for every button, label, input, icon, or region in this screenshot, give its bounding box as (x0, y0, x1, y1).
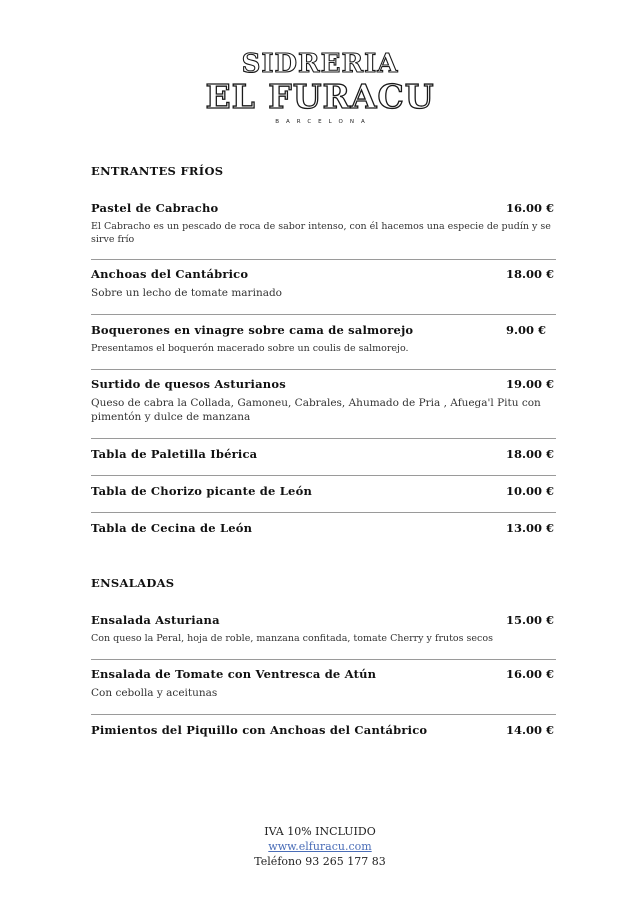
restaurant-logo (0, 50, 640, 125)
item-name: Ensalada Asturiana (91, 613, 220, 627)
divider (91, 369, 556, 370)
item-description: El Cabracho es un pescado de roca de sabor intenso, con él hacemos una especie de pudín y se sirve frío (91, 221, 551, 245)
menu-item (91, 322, 556, 355)
item-price: 13.00 € (505, 521, 554, 535)
item-price: 9.00 € (505, 323, 546, 337)
item-name: Anchoas del Cantábrico (91, 267, 249, 281)
item-price: 16.00 € (505, 201, 554, 215)
logo-line-sidreria: SIDRERIA (241, 49, 399, 79)
item-price: 18.00 € (505, 267, 554, 281)
item-name: Pimientos del Piquillo con Anchoas del Cantábrico (91, 723, 428, 737)
footer-website-row (0, 839, 640, 854)
section-title-entrantes: ENTRANTES FRÍOS (91, 164, 224, 178)
divider (91, 259, 556, 260)
menu-item (91, 666, 556, 700)
item-name: Tabla de Chorizo picante de León (91, 484, 313, 498)
item-description: Sobre un lecho de tomate marinado (91, 287, 283, 299)
menu-item (91, 612, 556, 645)
item-name: Surtido de quesos Asturianos (91, 377, 286, 391)
item-description: Con cebolla y aceitunas (91, 687, 218, 699)
item-name: Ensalada de Tomate con Ventresca de Atún (91, 667, 377, 681)
footer-phone: Teléfono 93 265 177 83 (254, 855, 386, 868)
divider (91, 314, 556, 315)
item-price: 10.00 € (505, 484, 554, 498)
item-price: 14.00 € (505, 723, 554, 737)
logo-line-el-furacu: EL FURACU (205, 77, 435, 116)
item-name: Boquerones en vinagre sobre cama de salmorejo (91, 323, 414, 337)
website-link[interactable]: www.elfuracu.com (268, 840, 372, 853)
footer-tax-note: IVA 10% INCLUIDO (264, 825, 376, 838)
logo-line-barcelona: BARCELONA (275, 119, 372, 125)
item-name: Tabla de Cecina de León (91, 521, 253, 535)
item-name: Pastel de Cabracho (91, 201, 219, 215)
item-description: Presentamos el boquerón macerado sobre un coulis de salmorejo. (91, 343, 409, 354)
item-price: 18.00 € (505, 447, 554, 461)
section-title-ensaladas: ENSALADAS (91, 576, 175, 590)
divider (91, 438, 556, 439)
menu-item (91, 446, 556, 462)
menu-item (91, 722, 556, 738)
item-description: Queso de cabra la Collada, Gamoneu, Cabrales, Ahumado de Pria , Afuega'l Pitu con pimentón y dulce de manzana (91, 397, 541, 423)
item-price: 15.00 € (505, 613, 554, 627)
item-name: Tabla de Paletilla Ibérica (91, 447, 258, 461)
menu-item (91, 200, 556, 246)
divider (91, 475, 556, 476)
divider (91, 714, 556, 715)
menu-item (91, 376, 556, 424)
item-price: 19.00 € (505, 377, 554, 391)
menu-item (91, 266, 556, 300)
item-description: Con queso la Peral, hoja de roble, manzana confitada, tomate Cherry y frutos secos (91, 633, 493, 644)
divider (91, 659, 556, 660)
divider (91, 512, 556, 513)
menu-item (91, 520, 556, 536)
item-price: 16.00 € (505, 667, 554, 681)
menu-item (91, 483, 556, 499)
